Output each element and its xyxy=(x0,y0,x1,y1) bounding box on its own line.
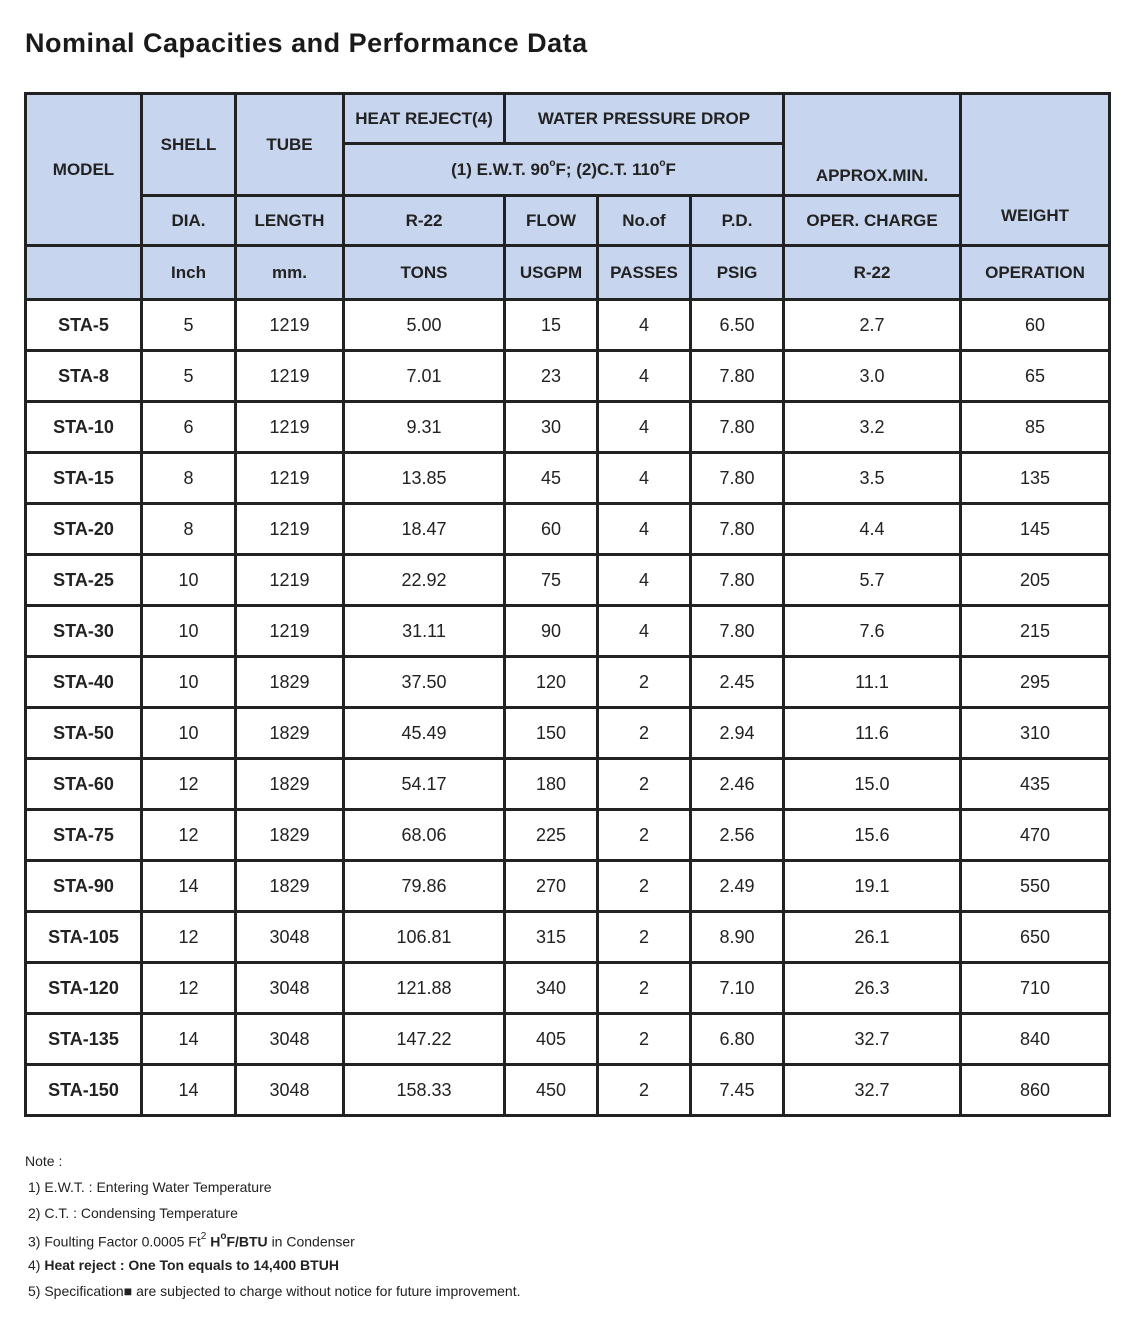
header-r22-heat: R-22 xyxy=(344,196,505,246)
header-weight-line1: WEIGHT xyxy=(961,94,1110,246)
note-4 xyxy=(25,1252,521,1278)
note-4-number: 4) xyxy=(28,1257,45,1273)
cell-flow-usgpm: 120 xyxy=(505,657,598,708)
cell-pressure-drop: 7.80 xyxy=(691,504,784,555)
cell-model: STA-30 xyxy=(26,606,142,657)
cell-shell-dia: 14 xyxy=(142,1014,236,1065)
cell-passes: 2 xyxy=(598,810,691,861)
cell-tube-length: 3048 xyxy=(236,912,344,963)
header-water-pressure-drop: WATER PRESSURE DROP xyxy=(505,94,784,144)
degree-symbol: o xyxy=(549,157,556,169)
cell-model: STA-40 xyxy=(26,657,142,708)
cell-model: STA-75 xyxy=(26,810,142,861)
note-2: 2) C.T. : Condensing Temperature xyxy=(28,1205,238,1221)
cell-tube-length: 1219 xyxy=(236,351,344,402)
cell-flow-usgpm: 405 xyxy=(505,1014,598,1065)
table-row xyxy=(26,555,1110,606)
cell-weight: 295 xyxy=(961,657,1110,708)
cell-flow-usgpm: 225 xyxy=(505,810,598,861)
cell-weight: 85 xyxy=(961,402,1110,453)
header-no-of: No.of xyxy=(598,196,691,246)
cell-heat-reject-tons: 18.47 xyxy=(344,504,505,555)
cell-model: STA-150 xyxy=(26,1065,142,1116)
cell-pressure-drop: 7.80 xyxy=(691,606,784,657)
cell-tube-length: 3048 xyxy=(236,963,344,1014)
cell-heat-reject-tons: 7.01 xyxy=(344,351,505,402)
table-row xyxy=(26,606,1110,657)
note-3-end: in Condenser xyxy=(271,1233,355,1250)
cell-flow-usgpm: 23 xyxy=(505,351,598,402)
notes-section xyxy=(25,1148,521,1304)
header-model: MODEL xyxy=(26,94,142,246)
note-3 xyxy=(25,1226,521,1252)
cell-tube-length: 1219 xyxy=(236,555,344,606)
header-tube-line1: TUBE xyxy=(236,94,344,196)
cell-passes: 2 xyxy=(598,1014,691,1065)
cell-flow-usgpm: 450 xyxy=(505,1065,598,1116)
note-4-text: Heat reject : One Ton equals to 14,400 BTUH xyxy=(44,1257,339,1273)
cell-oper-charge: 26.3 xyxy=(784,963,961,1014)
header-approx-line2: OPER. CHARGE xyxy=(784,196,961,246)
cell-pressure-drop: 7.80 xyxy=(691,351,784,402)
cell-tube-length: 3048 xyxy=(236,1014,344,1065)
cell-tube-length: 3048 xyxy=(236,1065,344,1116)
header-test-conditions xyxy=(344,144,784,196)
cell-heat-reject-tons: 22.92 xyxy=(344,555,505,606)
header-psig: PSIG xyxy=(691,246,784,300)
note-3-unit: F/BTU xyxy=(226,1233,268,1250)
cell-tube-length: 1219 xyxy=(236,504,344,555)
cell-oper-charge: 3.0 xyxy=(784,351,961,402)
table-row xyxy=(26,708,1110,759)
degree-symbol: o xyxy=(220,1231,227,1242)
cell-pressure-drop: 6.50 xyxy=(691,300,784,351)
cell-model: STA-105 xyxy=(26,912,142,963)
cell-model: STA-50 xyxy=(26,708,142,759)
header-tube-unit: mm. xyxy=(236,246,344,300)
cell-shell-dia: 8 xyxy=(142,453,236,504)
cell-pressure-drop: 6.80 xyxy=(691,1014,784,1065)
cell-weight: 60 xyxy=(961,300,1110,351)
cell-pressure-drop: 7.80 xyxy=(691,402,784,453)
cell-oper-charge: 5.7 xyxy=(784,555,961,606)
cell-heat-reject-tons: 37.50 xyxy=(344,657,505,708)
cell-model: STA-60 xyxy=(26,759,142,810)
cell-weight: 205 xyxy=(961,555,1110,606)
cell-oper-charge: 26.1 xyxy=(784,912,961,963)
cell-weight: 860 xyxy=(961,1065,1110,1116)
note-3-text: 3) Foulting Factor 0.0005 Ft xyxy=(28,1233,201,1250)
cell-model: STA-8 xyxy=(26,351,142,402)
header-tube-line2: LENGTH xyxy=(236,196,344,246)
cell-tube-length: 1829 xyxy=(236,708,344,759)
cell-weight: 135 xyxy=(961,453,1110,504)
cell-oper-charge: 32.7 xyxy=(784,1014,961,1065)
cell-model: STA-10 xyxy=(26,402,142,453)
table-row xyxy=(26,810,1110,861)
cell-pressure-drop: 2.94 xyxy=(691,708,784,759)
cell-shell-dia: 10 xyxy=(142,606,236,657)
cell-pressure-drop: 2.56 xyxy=(691,810,784,861)
degree-symbol: o xyxy=(659,157,666,169)
cell-heat-reject-tons: 121.88 xyxy=(344,963,505,1014)
note-1: 1) E.W.T. : Entering Water Temperature xyxy=(28,1179,272,1195)
cell-shell-dia: 8 xyxy=(142,504,236,555)
cell-model: STA-5 xyxy=(26,300,142,351)
header-shell-line1: SHELL xyxy=(142,94,236,196)
cell-model: STA-90 xyxy=(26,861,142,912)
notes-heading: Note : xyxy=(25,1153,63,1169)
cell-model: STA-135 xyxy=(26,1014,142,1065)
cell-heat-reject-tons: 45.49 xyxy=(344,708,505,759)
cell-passes: 2 xyxy=(598,657,691,708)
cell-passes: 4 xyxy=(598,300,691,351)
cell-tube-length: 1219 xyxy=(236,606,344,657)
cell-shell-dia: 12 xyxy=(142,810,236,861)
header-usgpm: USGPM xyxy=(505,246,598,300)
note-3-h: H xyxy=(210,1233,221,1250)
cell-weight: 650 xyxy=(961,912,1110,963)
cell-weight: 840 xyxy=(961,1014,1110,1065)
conditions-mid: F; (2)C.T. 110 xyxy=(555,159,660,179)
cell-oper-charge: 15.6 xyxy=(784,810,961,861)
cell-tube-length: 1829 xyxy=(236,657,344,708)
cell-flow-usgpm: 30 xyxy=(505,402,598,453)
cell-passes: 4 xyxy=(598,351,691,402)
cell-heat-reject-tons: 31.11 xyxy=(344,606,505,657)
header-weight-line2: OPERATION xyxy=(961,246,1110,300)
cell-shell-dia: 5 xyxy=(142,351,236,402)
cell-oper-charge: 11.1 xyxy=(784,657,961,708)
cell-tube-length: 1829 xyxy=(236,861,344,912)
cell-model: STA-120 xyxy=(26,963,142,1014)
cell-flow-usgpm: 75 xyxy=(505,555,598,606)
table-row xyxy=(26,657,1110,708)
header-pd: P.D. xyxy=(691,196,784,246)
cell-passes: 4 xyxy=(598,504,691,555)
table-row xyxy=(26,453,1110,504)
cell-weight: 65 xyxy=(961,351,1110,402)
cell-passes: 2 xyxy=(598,861,691,912)
cell-passes: 4 xyxy=(598,402,691,453)
table-row xyxy=(26,504,1110,555)
cell-shell-dia: 6 xyxy=(142,402,236,453)
cell-weight: 310 xyxy=(961,708,1110,759)
table-row xyxy=(26,963,1110,1014)
cell-shell-dia: 14 xyxy=(142,861,236,912)
cell-pressure-drop: 7.80 xyxy=(691,555,784,606)
header-heat-reject: HEAT REJECT(4) xyxy=(344,94,505,144)
header-approx-line1: APPROX.MIN. xyxy=(784,94,961,196)
cell-oper-charge: 15.0 xyxy=(784,759,961,810)
conditions-ewt: (1) E.W.T. 90 xyxy=(451,159,550,179)
cell-passes: 4 xyxy=(598,555,691,606)
table-row xyxy=(26,351,1110,402)
cell-tube-length: 1219 xyxy=(236,402,344,453)
cell-passes: 2 xyxy=(598,912,691,963)
cell-flow-usgpm: 150 xyxy=(505,708,598,759)
cell-oper-charge: 11.6 xyxy=(784,708,961,759)
cell-pressure-drop: 7.10 xyxy=(691,963,784,1014)
header-passes: PASSES xyxy=(598,246,691,300)
header-flow: FLOW xyxy=(505,196,598,246)
cell-flow-usgpm: 60 xyxy=(505,504,598,555)
cell-oper-charge: 32.7 xyxy=(784,1065,961,1116)
cell-oper-charge: 2.7 xyxy=(784,300,961,351)
cell-tube-length: 1829 xyxy=(236,810,344,861)
cell-pressure-drop: 7.80 xyxy=(691,453,784,504)
note-5: 5) Specification■ are subjected to charge without notice for future improvement. xyxy=(28,1283,521,1299)
table-row xyxy=(26,300,1110,351)
cell-tube-length: 1219 xyxy=(236,453,344,504)
cell-weight: 215 xyxy=(961,606,1110,657)
table-row xyxy=(26,1014,1110,1065)
header-shell-unit: Inch xyxy=(142,246,236,300)
cell-model: STA-20 xyxy=(26,504,142,555)
cell-heat-reject-tons: 5.00 xyxy=(344,300,505,351)
header-tons: TONS xyxy=(344,246,505,300)
header-r22-charge: R-22 xyxy=(784,246,961,300)
table-row xyxy=(26,912,1110,963)
cell-flow-usgpm: 45 xyxy=(505,453,598,504)
cell-weight: 550 xyxy=(961,861,1110,912)
cell-flow-usgpm: 90 xyxy=(505,606,598,657)
cell-shell-dia: 12 xyxy=(142,759,236,810)
cell-pressure-drop: 7.45 xyxy=(691,1065,784,1116)
cell-oper-charge: 7.6 xyxy=(784,606,961,657)
table-header xyxy=(26,94,1110,300)
header-shell-line2: DIA. xyxy=(142,196,236,246)
table-body xyxy=(26,300,1110,1116)
cell-weight: 710 xyxy=(961,963,1110,1014)
table-row xyxy=(26,759,1110,810)
cell-flow-usgpm: 180 xyxy=(505,759,598,810)
cell-model: STA-15 xyxy=(26,453,142,504)
cell-oper-charge: 19.1 xyxy=(784,861,961,912)
cell-tube-length: 1219 xyxy=(236,300,344,351)
cell-heat-reject-tons: 9.31 xyxy=(344,402,505,453)
cell-heat-reject-tons: 68.06 xyxy=(344,810,505,861)
table-row xyxy=(26,1065,1110,1116)
header-model-spacer xyxy=(26,246,142,300)
cell-passes: 2 xyxy=(598,759,691,810)
cell-shell-dia: 12 xyxy=(142,912,236,963)
cell-flow-usgpm: 270 xyxy=(505,861,598,912)
cell-model: STA-25 xyxy=(26,555,142,606)
cell-heat-reject-tons: 147.22 xyxy=(344,1014,505,1065)
cell-oper-charge: 3.2 xyxy=(784,402,961,453)
cell-weight: 435 xyxy=(961,759,1110,810)
cell-heat-reject-tons: 106.81 xyxy=(344,912,505,963)
cell-flow-usgpm: 315 xyxy=(505,912,598,963)
cell-shell-dia: 10 xyxy=(142,708,236,759)
table-row xyxy=(26,861,1110,912)
cell-shell-dia: 5 xyxy=(142,300,236,351)
cell-shell-dia: 12 xyxy=(142,963,236,1014)
performance-table xyxy=(24,92,1111,1117)
cell-oper-charge: 3.5 xyxy=(784,453,961,504)
cell-passes: 4 xyxy=(598,606,691,657)
cell-pressure-drop: 2.49 xyxy=(691,861,784,912)
cell-pressure-drop: 2.45 xyxy=(691,657,784,708)
cell-shell-dia: 14 xyxy=(142,1065,236,1116)
cell-tube-length: 1829 xyxy=(236,759,344,810)
cell-passes: 2 xyxy=(598,1065,691,1116)
cell-pressure-drop: 8.90 xyxy=(691,912,784,963)
conditions-end: F xyxy=(665,159,676,179)
cell-shell-dia: 10 xyxy=(142,657,236,708)
cell-weight: 470 xyxy=(961,810,1110,861)
page-title: Nominal Capacities and Performance Data xyxy=(25,28,588,58)
cell-passes: 4 xyxy=(598,453,691,504)
cell-heat-reject-tons: 79.86 xyxy=(344,861,505,912)
cell-flow-usgpm: 15 xyxy=(505,300,598,351)
cell-weight: 145 xyxy=(961,504,1110,555)
cell-heat-reject-tons: 54.17 xyxy=(344,759,505,810)
cell-passes: 2 xyxy=(598,963,691,1014)
cell-flow-usgpm: 340 xyxy=(505,963,598,1014)
cell-shell-dia: 10 xyxy=(142,555,236,606)
cell-heat-reject-tons: 13.85 xyxy=(344,453,505,504)
note-3-superscript: 2 xyxy=(200,1231,207,1242)
cell-oper-charge: 4.4 xyxy=(784,504,961,555)
cell-passes: 2 xyxy=(598,708,691,759)
table-row xyxy=(26,402,1110,453)
cell-pressure-drop: 2.46 xyxy=(691,759,784,810)
cell-heat-reject-tons: 158.33 xyxy=(344,1065,505,1116)
